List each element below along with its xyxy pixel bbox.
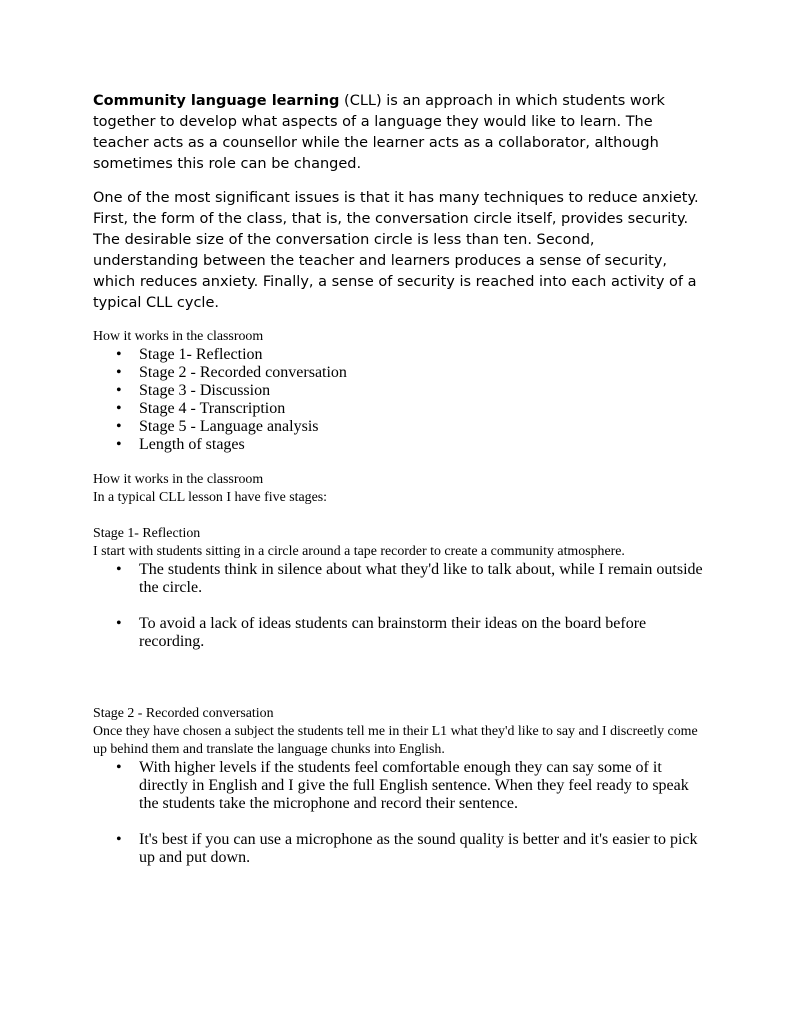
bullet-icon: • (116, 759, 122, 776)
document-page (93, 91, 703, 867)
stage-outline-list (93, 346, 703, 454)
bullet-icon: • (116, 382, 122, 399)
list-item: • Stage 2 - Recorded conversation (116, 364, 347, 381)
list-item: • The students think in silence about what they'd like to talk about, while I remain outside the circle. (116, 561, 703, 596)
list-item: • Stage 1- Reflection (116, 346, 263, 363)
outline-heading: How it works in the classroom (93, 329, 264, 344)
stage2-text: Once they have chosen a subject the students tell me in their L1 what they'd like to say and I discreetly come up behind them and translate the language chunks into English. (93, 724, 698, 757)
list-item: • To avoid a lack of ideas students can brainstorm their ideas on the board before recording. (116, 615, 647, 650)
section-heading: How it works in the classroom (93, 472, 264, 487)
list-item: • Stage 4 - Transcription (116, 400, 286, 417)
stage1-bullets (93, 561, 703, 651)
list-item: • It's best if you can use a microphone as the sound quality is better and it's easier to pick up and put down. (116, 831, 698, 866)
bullet-icon: • (116, 561, 122, 578)
list-item: • Length of stages (116, 436, 245, 453)
bullet-icon: • (116, 615, 122, 632)
anxiety-paragraph: One of the most significant issues is that it has many techniques to reduce anxiety. First, the form of the class, that is, the conversation circle itself, provides security. The desirable size of the conversation circle is less than ten. Second, understanding between the teacher and learners produces a sense of security, which reduces anxiety. Finally, a sense of security is reached into each activity of a typical CLL cycle. (93, 190, 699, 311)
section-intro: In a typical CLL lesson I have five stages: (93, 490, 328, 505)
bullet-icon: • (116, 831, 122, 848)
bullet-icon: • (116, 418, 122, 435)
stage2-title: Stage 2 - Recorded conversation (93, 706, 274, 721)
stage2-bullets (93, 759, 703, 867)
bullet-icon: • (116, 346, 122, 363)
bullet-icon: • (116, 400, 122, 417)
list-item: • Stage 3 - Discussion (116, 382, 271, 399)
list-item: • Stage 5 - Language analysis (116, 418, 319, 435)
bullet-icon: • (116, 364, 122, 381)
bullet-icon: • (116, 436, 122, 453)
intro-paragraph (93, 91, 703, 175)
cll-term: Community language learning (93, 93, 340, 109)
list-item: • With higher levels if the students feel comfortable enough they can say some of it directly in English and I give the full English sentence. When they feel ready to speak the students take the microphone and record their sentence. (116, 759, 689, 812)
stage1-title: Stage 1- Reflection (93, 526, 201, 541)
stage1-text: I start with students sitting in a circle around a tape recorder to create a community atmosphere. (93, 544, 625, 559)
intro-paragraph-text: (CLL) is an approach in which students work together to develop what aspects of a language they would like to learn. The teacher acts as a counsellor while the learner acts as a collaborator, although sometimes this role can be changed. (93, 93, 665, 172)
